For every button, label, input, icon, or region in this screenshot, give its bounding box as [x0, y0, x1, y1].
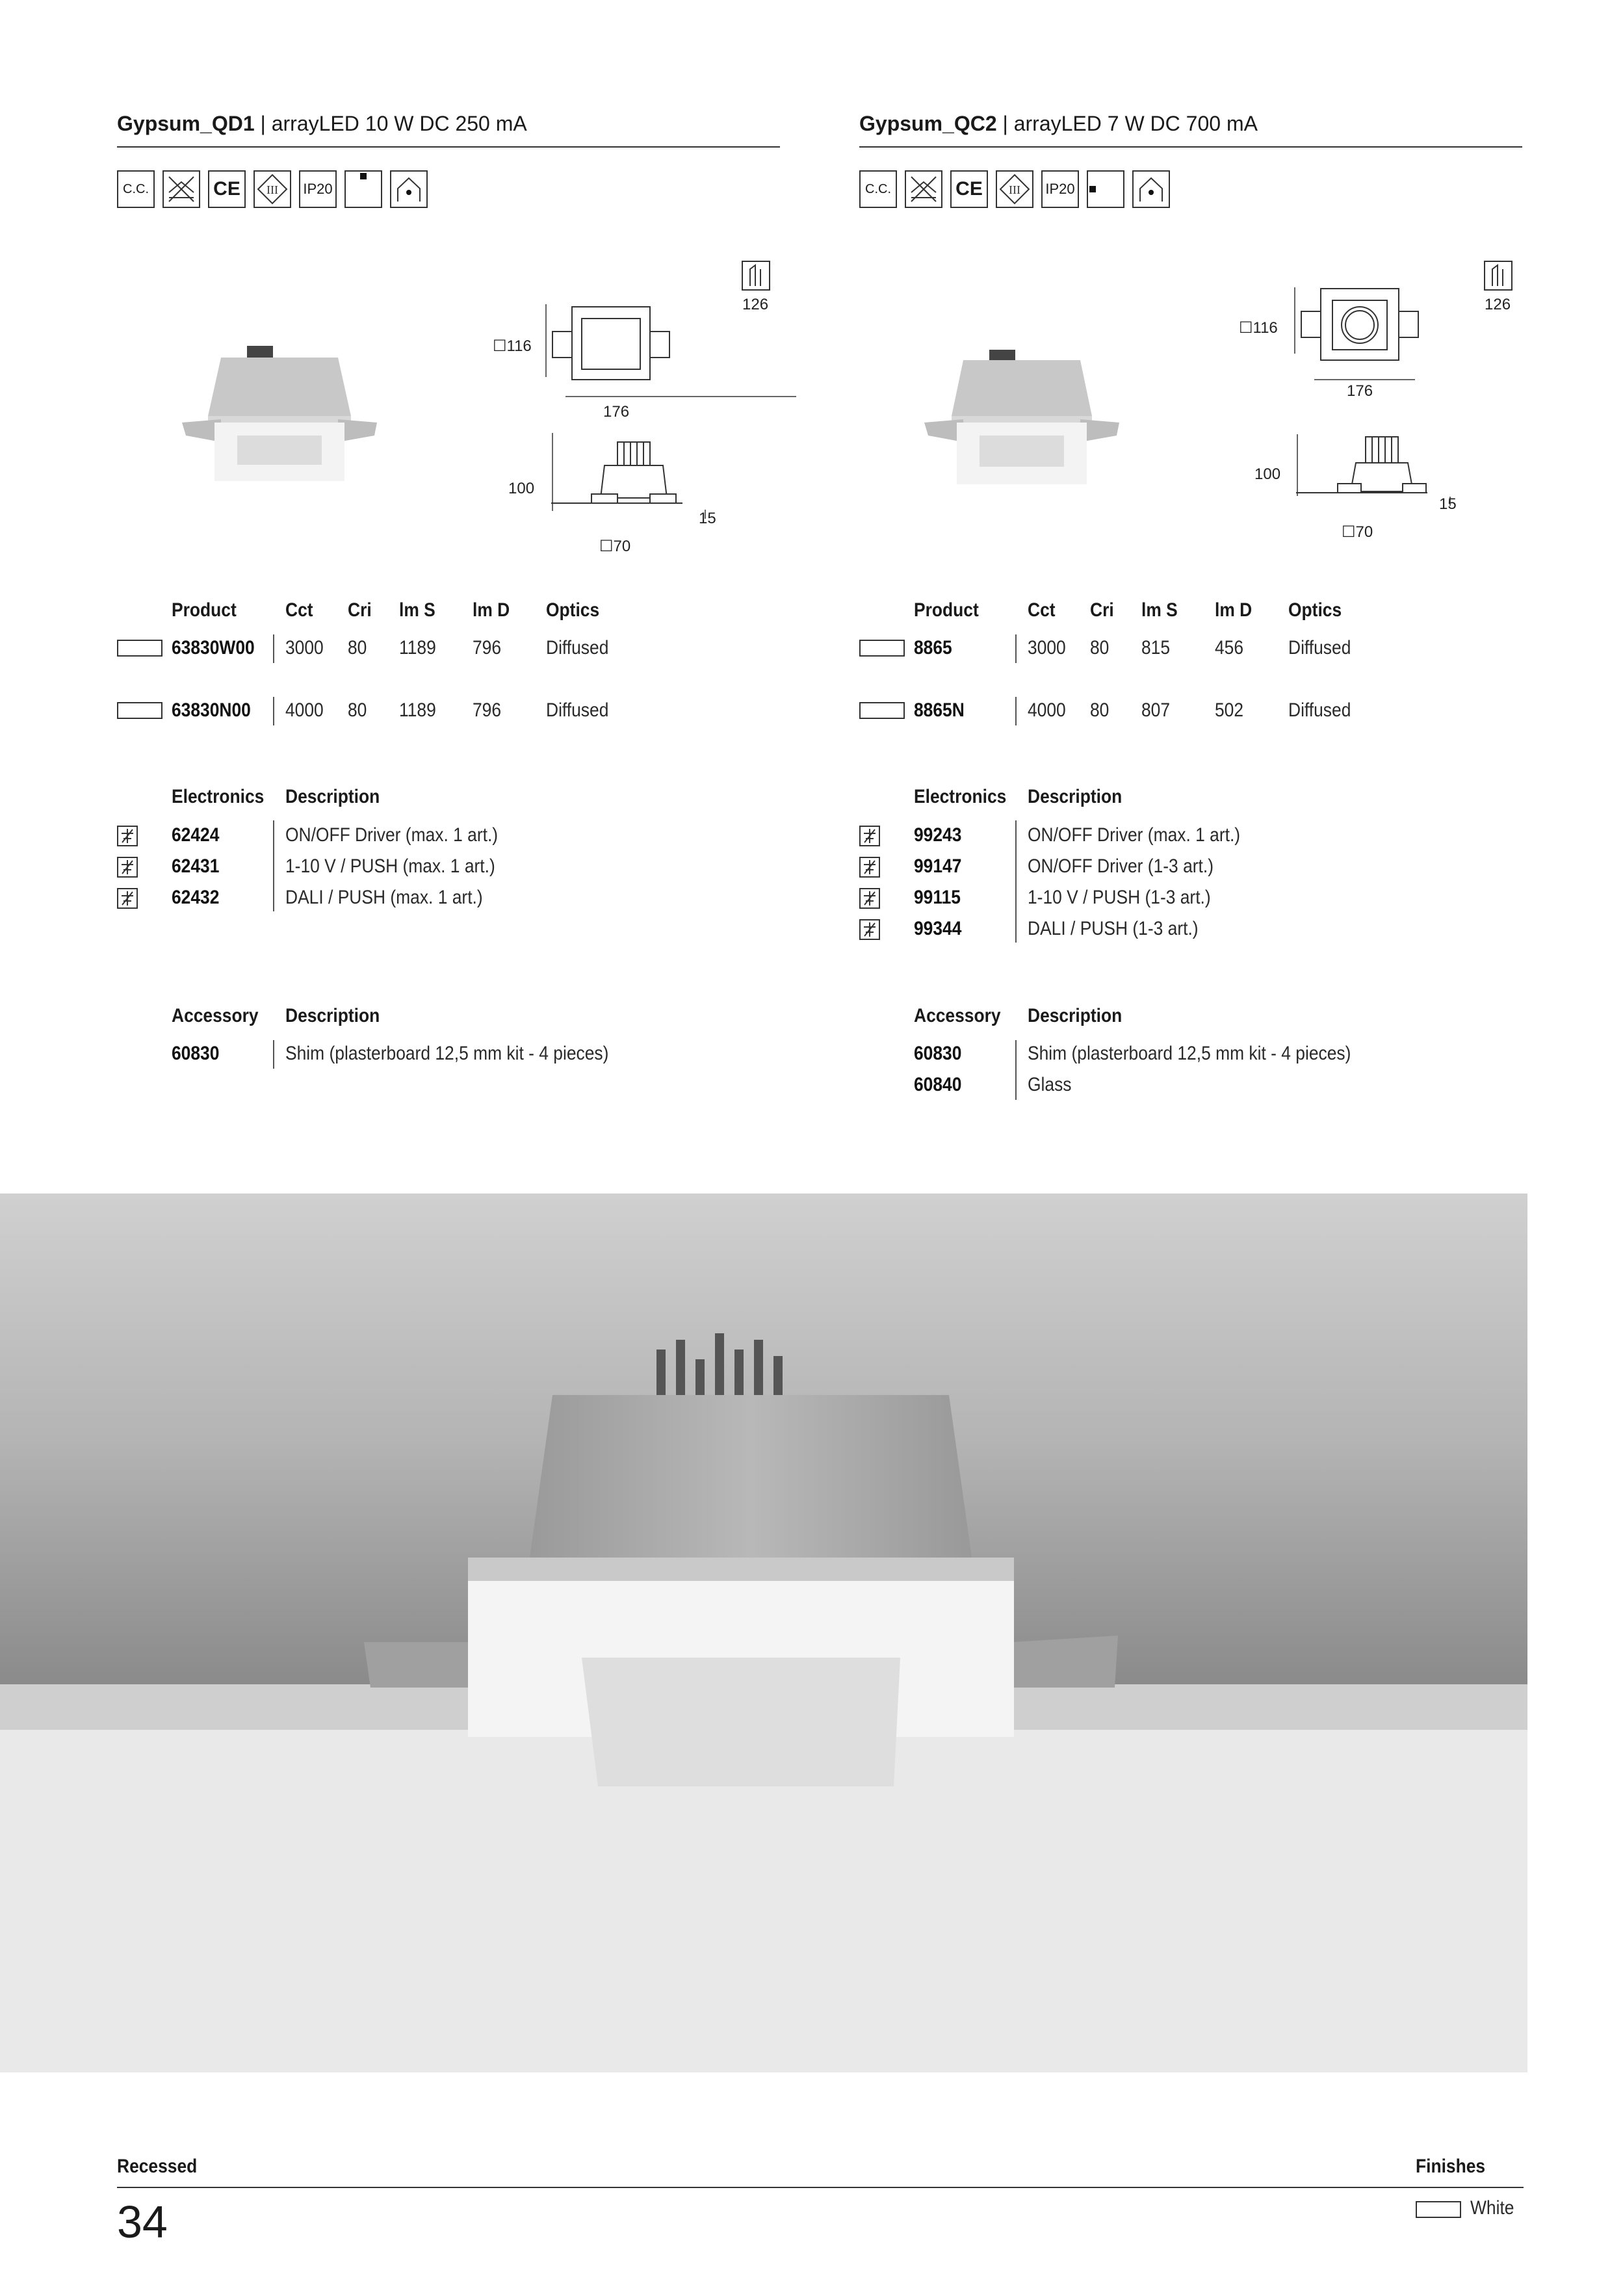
product-render [182, 338, 390, 481]
class-iii-icon [996, 170, 1033, 208]
driver-icon [859, 888, 880, 909]
finish-swatch-white [1416, 2201, 1461, 2218]
col-header-lms: lm S [1141, 599, 1178, 621]
col-header-lmd: lm D [473, 599, 510, 621]
col-header-cct: Cct [285, 599, 313, 621]
finish-swatch-white [859, 702, 905, 719]
accessory-code: 60830 [172, 1043, 220, 1064]
electronics-desc: ON/OFF Driver (1-3 art.) [1028, 855, 1214, 877]
indoor-icon [1132, 170, 1170, 208]
driver-icon [117, 888, 138, 909]
product-lms: 807 [1141, 699, 1171, 721]
row-divider [1015, 820, 1017, 943]
dim-width: 176 [603, 403, 630, 421]
col-header-electronics: Electronics [914, 786, 1007, 807]
product-optics: Diffused [546, 637, 609, 659]
finish-swatch-white [117, 640, 162, 657]
accessory-code: 60830 [914, 1043, 962, 1064]
ceiling-recessed-icon [344, 170, 382, 208]
product-lmd: 502 [1215, 699, 1244, 721]
product-cri: 80 [1090, 699, 1110, 721]
dim-depth: 100 [508, 480, 535, 497]
product-cri: 80 [348, 637, 367, 659]
row-divider [273, 820, 274, 911]
product-column-right [859, 0, 1522, 1131]
no-insulation-icon [905, 170, 942, 208]
col-header-accessory: Accessory [914, 1005, 1001, 1026]
electronics-code: 99115 [914, 887, 961, 908]
product-title: Gypsum_QC2 | arrayLED 7 W DC 700 mA [859, 112, 1258, 135]
finish-swatch-white [117, 702, 162, 719]
certification-icons [117, 170, 428, 208]
product-lms: 815 [1141, 637, 1171, 659]
side-view-drawing [546, 433, 806, 530]
electronics-desc: 1-10 V / PUSH (1-3 art.) [1028, 887, 1211, 908]
product-lms: 1189 [399, 699, 436, 721]
footer-rule [117, 2187, 1524, 2188]
product-cct: 3000 [285, 637, 324, 659]
svg-text:III: III [266, 183, 278, 196]
product-lmd: 796 [473, 699, 502, 721]
installed-luminaire-photo [0, 1194, 1527, 2072]
finishes-label: Finishes [1416, 2156, 1486, 2177]
title-rule [117, 146, 780, 148]
col-header-description: Description [1028, 1005, 1123, 1026]
col-header-product: Product [914, 599, 979, 621]
electronics-desc: ON/OFF Driver (max. 1 art.) [285, 824, 499, 846]
col-header-lms: lm S [399, 599, 435, 621]
product-cct: 4000 [285, 699, 324, 721]
product-code: 63830N00 [172, 699, 251, 721]
dim-height: 126 [1485, 296, 1511, 313]
electronics-code: 99147 [914, 855, 962, 877]
col-header-description: Description [285, 786, 380, 807]
product-photo [0, 1194, 1527, 2072]
dim-depth: 100 [1254, 465, 1281, 483]
svg-text:III: III [1009, 183, 1020, 196]
row-divider [273, 697, 274, 725]
row-divider [1015, 634, 1017, 663]
indoor-icon [390, 170, 428, 208]
electronics-code: 62424 [172, 824, 220, 846]
title-rule [859, 146, 1522, 148]
col-header-cct: Cct [1028, 599, 1056, 621]
col-header-electronics: Electronics [172, 786, 265, 807]
product-lmd: 796 [473, 637, 502, 659]
col-header-product: Product [172, 599, 237, 621]
dim-hole: ☐70 [599, 538, 631, 555]
product-optics: Diffused [1288, 637, 1351, 659]
driver-icon [117, 826, 138, 846]
driver-icon [859, 857, 880, 878]
col-header-optics: Optics [546, 599, 600, 621]
dim-flange: 15 [1439, 495, 1457, 513]
col-header-accessory: Accessory [172, 1005, 259, 1026]
dim-width: 176 [1347, 382, 1373, 400]
row-divider [1015, 1040, 1017, 1100]
col-header-cri: Cri [1090, 599, 1114, 621]
finish-swatch-white [859, 640, 905, 657]
no-insulation-icon [162, 170, 200, 208]
certification-icons [859, 170, 1170, 208]
col-header-description: Description [1028, 786, 1123, 807]
row-divider [1015, 697, 1017, 725]
dim-side: ☐116 [493, 337, 532, 355]
electronics-code: 99243 [914, 824, 962, 846]
product-column-left [117, 0, 780, 1131]
ce-mark-icon: CE [950, 170, 988, 208]
class-iii-icon [253, 170, 291, 208]
accessory-desc: Shim (plasterboard 12,5 mm kit - 4 pieces) [1028, 1043, 1351, 1064]
ceiling-recessed-icon [1087, 170, 1124, 208]
ce-mark-icon: CE [208, 170, 246, 208]
ip20-icon: IP20 [1041, 170, 1079, 208]
finish-white-label: White [1470, 2197, 1514, 2219]
accessory-desc: Glass [1028, 1074, 1072, 1095]
product-render [924, 345, 1132, 488]
product-title: Gypsum_QD1 | arrayLED 10 W DC 250 mA [117, 112, 527, 135]
dim-height: 126 [742, 296, 769, 313]
page-number: 34 [117, 2197, 168, 2247]
electronics-desc: ON/OFF Driver (max. 1 art.) [1028, 824, 1241, 846]
product-lmd: 456 [1215, 637, 1244, 659]
electronics-code: 62431 [172, 855, 220, 877]
product-cri: 80 [348, 699, 367, 721]
top-view-drawing [539, 299, 799, 403]
height-icon [741, 260, 771, 291]
ip20-icon: IP20 [299, 170, 337, 208]
electronics-desc: DALI / PUSH (1-3 art.) [1028, 918, 1199, 939]
product-lms: 1189 [399, 637, 436, 659]
row-divider [273, 1040, 274, 1069]
product-code: 8865 [914, 637, 952, 659]
product-cct: 4000 [1028, 699, 1066, 721]
product-code: 8865N [914, 699, 965, 721]
top-view-drawing [1288, 282, 1548, 386]
electronics-code: 62432 [172, 887, 220, 908]
dim-flange: 15 [699, 510, 716, 527]
product-optics: Diffused [1288, 699, 1351, 721]
section-label: Recessed [117, 2156, 198, 2177]
constant-current-icon: C.C. [859, 170, 897, 208]
side-view-drawing [1291, 434, 1551, 519]
accessory-code: 60840 [914, 1074, 962, 1095]
col-header-description: Description [285, 1005, 380, 1026]
col-header-cri: Cri [348, 599, 372, 621]
driver-icon [117, 857, 138, 878]
col-header-optics: Optics [1288, 599, 1342, 621]
electronics-code: 99344 [914, 918, 962, 939]
col-header-lmd: lm D [1215, 599, 1253, 621]
driver-icon [859, 826, 880, 846]
product-cri: 80 [1090, 637, 1110, 659]
dim-hole: ☐70 [1342, 523, 1373, 541]
driver-icon [859, 919, 880, 940]
product-cct: 3000 [1028, 637, 1066, 659]
row-divider [273, 634, 274, 663]
dim-side: ☐116 [1239, 319, 1278, 337]
product-code: 63830W00 [172, 637, 255, 659]
product-optics: Diffused [546, 699, 609, 721]
accessory-desc: Shim (plasterboard 12,5 mm kit - 4 pieces) [285, 1043, 609, 1064]
constant-current-icon: C.C. [117, 170, 155, 208]
electronics-desc: 1-10 V / PUSH (max. 1 art.) [285, 855, 495, 877]
electronics-desc: DALI / PUSH (max. 1 art.) [285, 887, 483, 908]
